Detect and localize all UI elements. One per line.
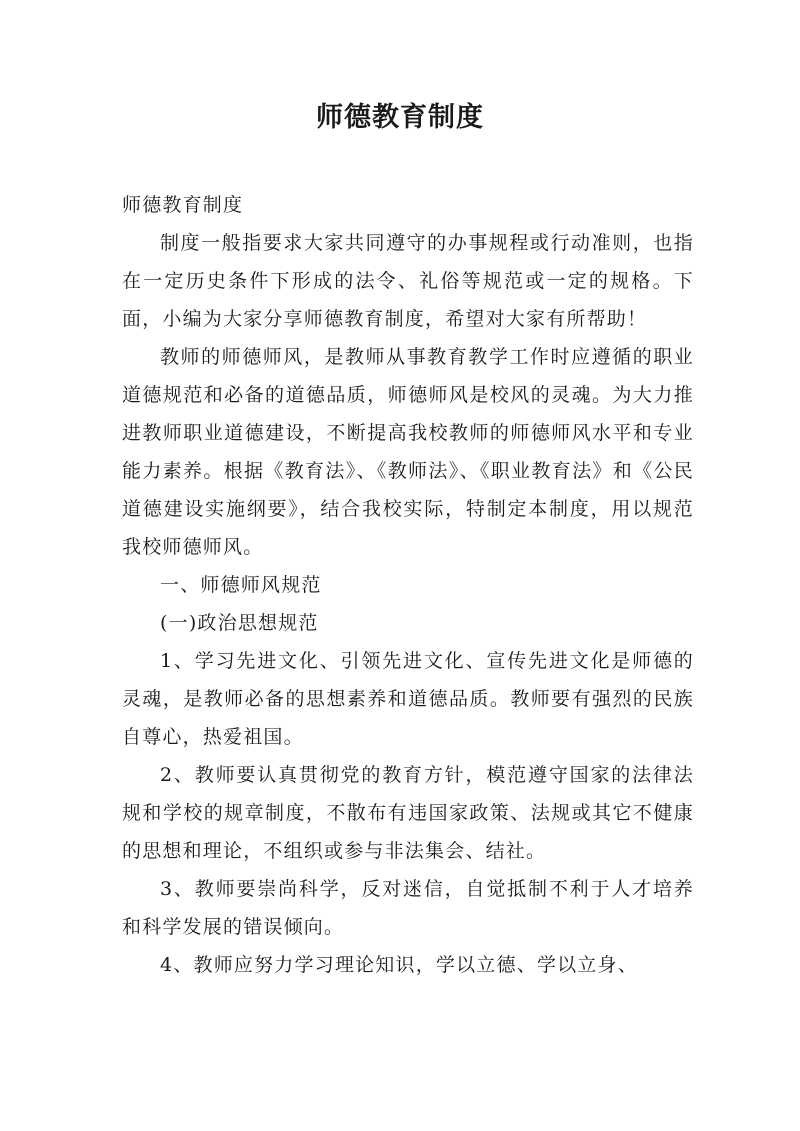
paragraph-item-2: 2、教师要认真贯彻党的教育方针，模范遵守国家的法律法规和学校的规章制度，不散布有违国家政策、法规或其它不健康的思想和理论，不组织或参与非法集会、结社。 bbox=[122, 764, 694, 862]
paragraph-intro: 制度一般指要求大家共同遵守的办事规程或行动准则，也指在一定历史条件下形成的法令、礼俗等规范或一定的规格。下面，小编为大家分享师德教育制度，希望对大家有所帮助！ bbox=[122, 232, 694, 330]
paragraph-item-3: 3、教师要崇尚科学，反对迷信，自觉抵制不利于人才培养和科学发展的错误倾向。 bbox=[122, 878, 694, 938]
paragraph-item-4: 4、教师应努力学习理论知识，学以立德、学以立身、 bbox=[160, 954, 638, 976]
document-body bbox=[122, 186, 694, 984]
document-subtitle: 师德教育制度 bbox=[122, 194, 244, 216]
subsection-heading: (一)政治思想规范 bbox=[160, 612, 319, 634]
paragraph-background: 教师的师德师风，是教师从事教育教学工作时应遵循的职业道德规范和必备的道德品质，师德师风是校风的灵魂。为大力推进教师职业道德建设，不断提高我校教师的师德师风水平和专业能力素养。根据《教育法》、《教师法》、《职业教育法》和《公民道德建设实施纲要》，结合我校实际，特制定本制度，用以规范我校师德师风。 bbox=[122, 346, 694, 558]
paragraph-item-1: 1、学习先进文化、引领先进文化、宣传先进文化是师德的灵魂，是教师必备的思想素养和道德品质。教师要有强烈的民族自尊心，热爱祖国。 bbox=[122, 650, 694, 748]
document-title: 师德教育制度 bbox=[316, 102, 484, 133]
section-heading: 一、师德师风规范 bbox=[160, 574, 322, 596]
